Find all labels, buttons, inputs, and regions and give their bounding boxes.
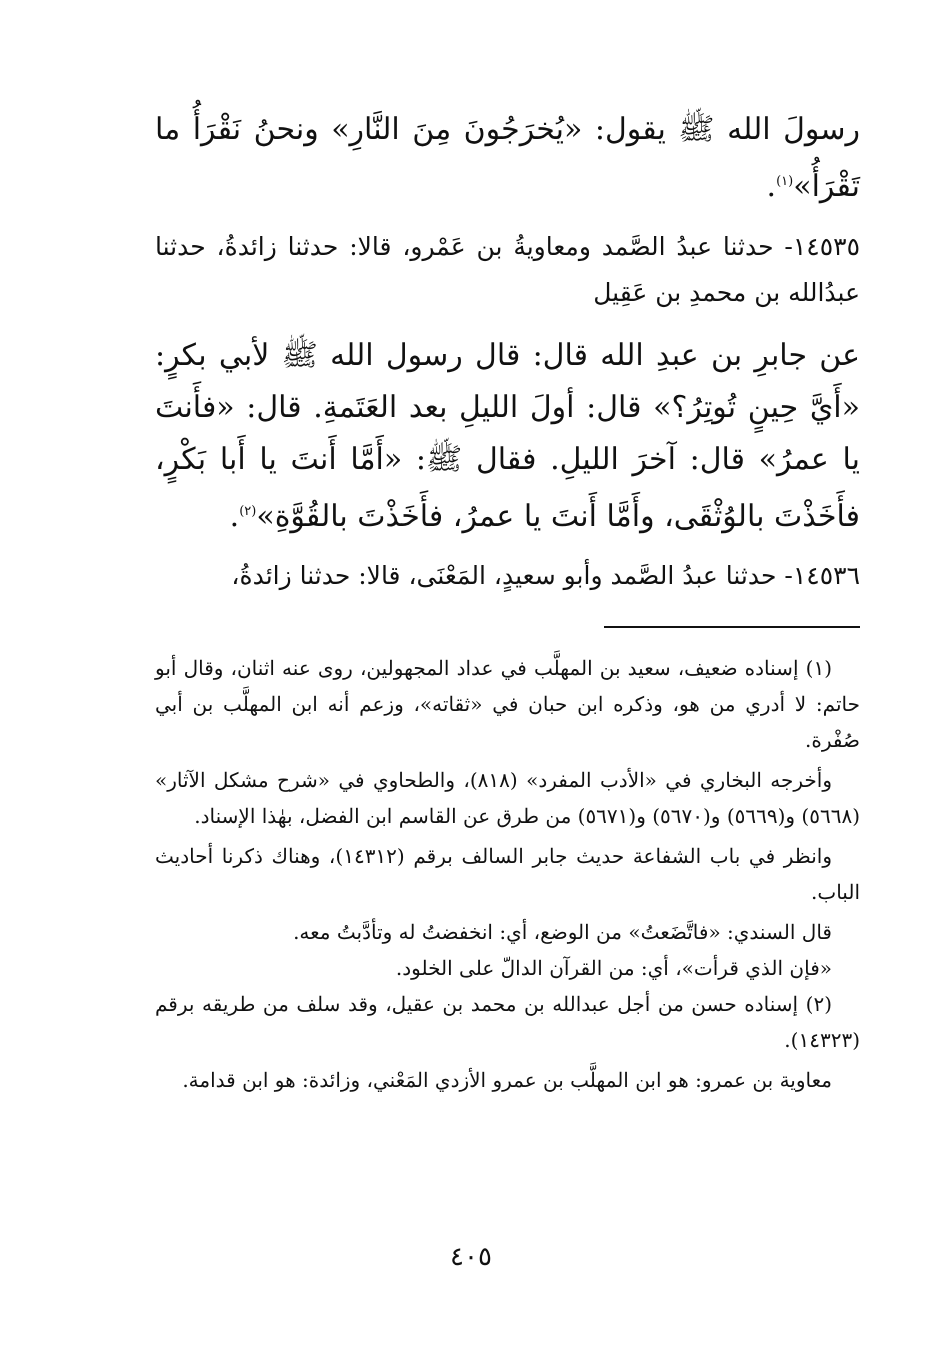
footnote-1-sindi-2: «فإن الذي قرأت»، أي: من القرآن الدالّ على الخلود. <box>395 956 832 980</box>
footnote-separator <box>604 626 860 628</box>
footnote-1-takhrij: وأخرجه البخاري في «الأدب المفرد» (٨١٨)، والطحاوي في «شرح مشكل الآثار» (٥٦٦٨) و(٥٦٦٩) و(٥٦٧٠) و(٥٦٧١) من طرق عن القاسم ابن الفضل، بهٰذا الإسناد. <box>155 768 860 828</box>
paragraph-text: رسولَ الله ﷺ يقول: «يُخرَجُونَ مِنَ النَّارِ» ونحنُ نَقْرَأُ ما تَقْرَأُ» <box>155 112 860 204</box>
paragraph-text: عن جابرِ بن عبدِ الله قال: قال رسول الله ﷺ لأبي بكرٍ: «أَيَّ حِينٍ تُوتِرُ؟» قال: أولَ الليلِ بعد العَتَمةِ. قال: «فأَنتَ يا عمرُ» قال: آخرَ الليلِ. فقال ﷺ: «أَمَّا أَنتَ يا أَبا بَكْرٍ، فأَخَذْتَ بالوُثْقَى، وأَمَّا أَنتَ يا عمرُ، فأَخَذْتَ بالقُوَّةِ» <box>155 338 860 534</box>
hadith-14535-header: ١٤٥٣٥- حدثنا عبدُ الصَّمد ومعاويةُ بن عَمْرو، قالا: حدثنا زائدةُ، حدثنا عبدُالله بن محمدِ بن عَقِيل <box>155 232 860 307</box>
hadith-14536-header: ١٤٥٣٦- حدثنا عبدُ الصَّمد وأبو سعيدٍ، المَعْنَى، قالا: حدثنا زائدةُ، <box>231 561 860 590</box>
footnotes <box>155 650 860 1098</box>
footnote-1-see-also: وانظر في باب الشفاعة حديث جابر السالف برقم (١٤٣١٢)، وهناك ذكرنا أحاديث الباب. <box>155 844 860 904</box>
footnote-2: (٢) إسناده حسن من أجل عبدالله بن محمد بن عقيل، وقد سلف من طريقه برقم (١٤٣٢٣). <box>155 992 860 1052</box>
footnote-1: (١) إسناده ضعيف، سعيد بن المهلَّب في عداد المجهولين، روى عنه اثنان، وقال أبو حاتم: لا أدري من هو، وذكره ابن حبان في «ثقاته»، وزعم أنه ابن المهلَّب بن أبي صُفْرة. <box>155 656 860 752</box>
footnote-ref-2: (٢) <box>239 504 257 519</box>
main-paragraph-1: رسولَ الله ﷺ يقول: «يُخرَجُونَ مِنَ النَّارِ» ونحنُ نَقْرَأُ ما تَقْرَأُ»$^{(١)}$. <box>155 112 860 204</box>
page-number: ٤٠٥ <box>450 1242 492 1272</box>
footnote-2-narrators: معاوية بن عمرو: هو ابن المهلَّب بن عمرو الأزدي المَعْني، وزائدة: هو ابن قدامة. <box>182 1068 832 1092</box>
footnote-ref-1: (١) <box>776 174 794 189</box>
footnote-1-sindi: قال السندي: «فاتَّضَعتُ» من الوضع، أي: انخفضتُ له وتأدَّبتُ معه. <box>293 920 832 944</box>
hadith-14535-text: عن جابرِ بن عبدِ الله قال: قال رسول الله ﷺ لأبي بكرٍ: «أَيَّ حِينٍ تُوتِرُ؟» قال: أولَ الليلِ بعد العَتَمةِ. قال: «فأَنتَ يا عمرُ» قال: آخرَ الليلِ. فقال ﷺ: «أَمَّا أَنتَ يا أَبا بَكْرٍ، فأَخَذْتَ بالوُثْقَى، وأَمَّا أَنتَ يا عمرُ، فأَخَذْتَ بالقُوَّةِ»$^{(٢)}$. <box>155 338 860 534</box>
